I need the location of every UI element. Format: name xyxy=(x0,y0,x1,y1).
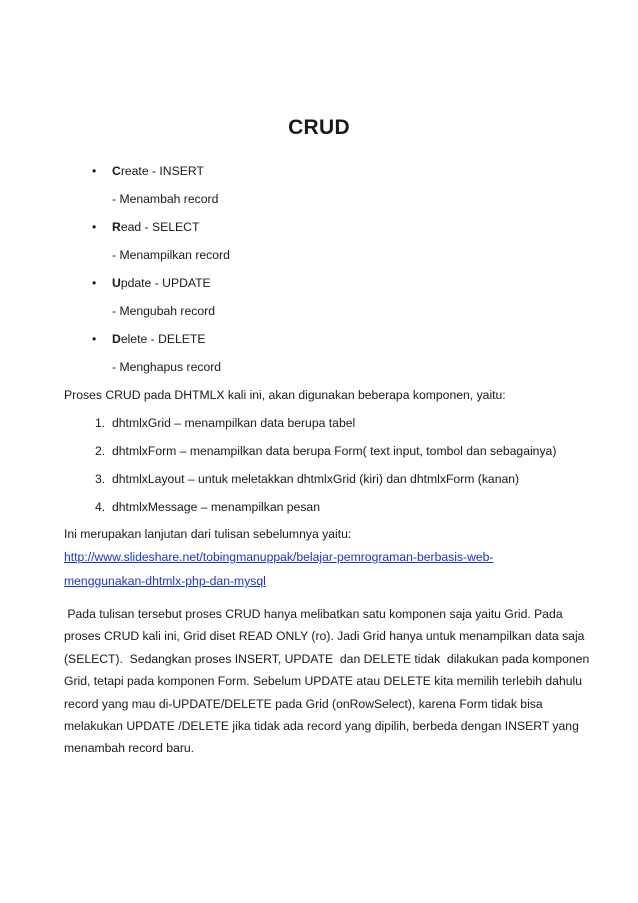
bullet-icon: • xyxy=(92,332,97,346)
crud-item-delete: Delete - DELETE xyxy=(112,332,206,346)
bullet-icon: • xyxy=(92,276,97,290)
crud-desc-read: - Menampilkan record xyxy=(112,248,230,262)
bullet-icon: • xyxy=(92,164,97,178)
reference-link-line1[interactable]: http://www.slideshare.net/tobingmanuppak/belajar-pemrograman-berbasis-web- xyxy=(64,550,494,564)
component-item: dhtmlxMessage – menampilkan pesan xyxy=(112,500,320,514)
body-paragraph xyxy=(64,603,590,760)
paragraph-line: Grid, tetapi pada komponen Form. Sebelum UPDATE atau DELETE kita memilih terlebih dahulu xyxy=(64,674,582,689)
crud-desc-create: - Menambah record xyxy=(112,192,219,206)
crud-item-read: Read - SELECT xyxy=(112,220,200,234)
list-number: 2. xyxy=(95,444,106,458)
component-item: dhtmlxLayout – untuk meletakkan dhtmlxGrid (kiri) dan dhtmlxForm (kanan) xyxy=(112,472,520,486)
paragraph-line: Pada tulisan tersebut proses CRUD hanya melibatkan satu komponen saja yaitu Grid. Pada xyxy=(64,607,563,621)
paragraph-line: (SELECT). Sedangkan proses INSERT, UPDATE dan DELETE tidak dilakukan pada komponen xyxy=(64,651,590,666)
paragraph-line: proses CRUD kali ini, Grid diset READ ONLY (ro). Jadi Grid hanya untuk menampilkan data saja xyxy=(64,629,585,644)
crud-item-update: Update - UPDATE xyxy=(112,276,211,290)
component-item: dhtmlxGrid – menampilkan data berupa tabel xyxy=(112,416,356,430)
continuation-text: Ini merupakan lanjutan dari tulisan sebelumnya yaitu: xyxy=(64,527,352,541)
list-number: 1. xyxy=(95,416,106,430)
crud-desc-delete: - Menghapus record xyxy=(112,360,222,374)
bullet-icon: • xyxy=(92,220,97,234)
paragraph-line: record yang mau di-UPDATE/DELETE pada Grid (onRowSelect), karena Form tidak bisa xyxy=(64,696,543,711)
reference-link-line2[interactable]: menggunakan-dhtmlx-php-dan-mysql xyxy=(64,574,266,588)
list-number: 3. xyxy=(95,472,106,486)
paragraph-line: menambah record baru. xyxy=(64,741,195,756)
component-item: dhtmlxForm – menampilkan data berupa Form( text input, tombol dan sebagainya) xyxy=(112,444,557,458)
intro-text: Proses CRUD pada DHTMLX kali ini, akan digunakan beberapa komponen, yaitu: xyxy=(64,388,506,402)
list-number: 4. xyxy=(95,500,106,514)
crud-item-create: Create - INSERT xyxy=(112,164,204,178)
page-title: CRUD xyxy=(288,116,350,139)
paragraph-line: melakukan UPDATE /DELETE jika tidak ada record yang dipilih, berbeda dengan INSERT yang xyxy=(64,719,579,734)
crud-desc-update: - Mengubah record xyxy=(112,304,215,318)
